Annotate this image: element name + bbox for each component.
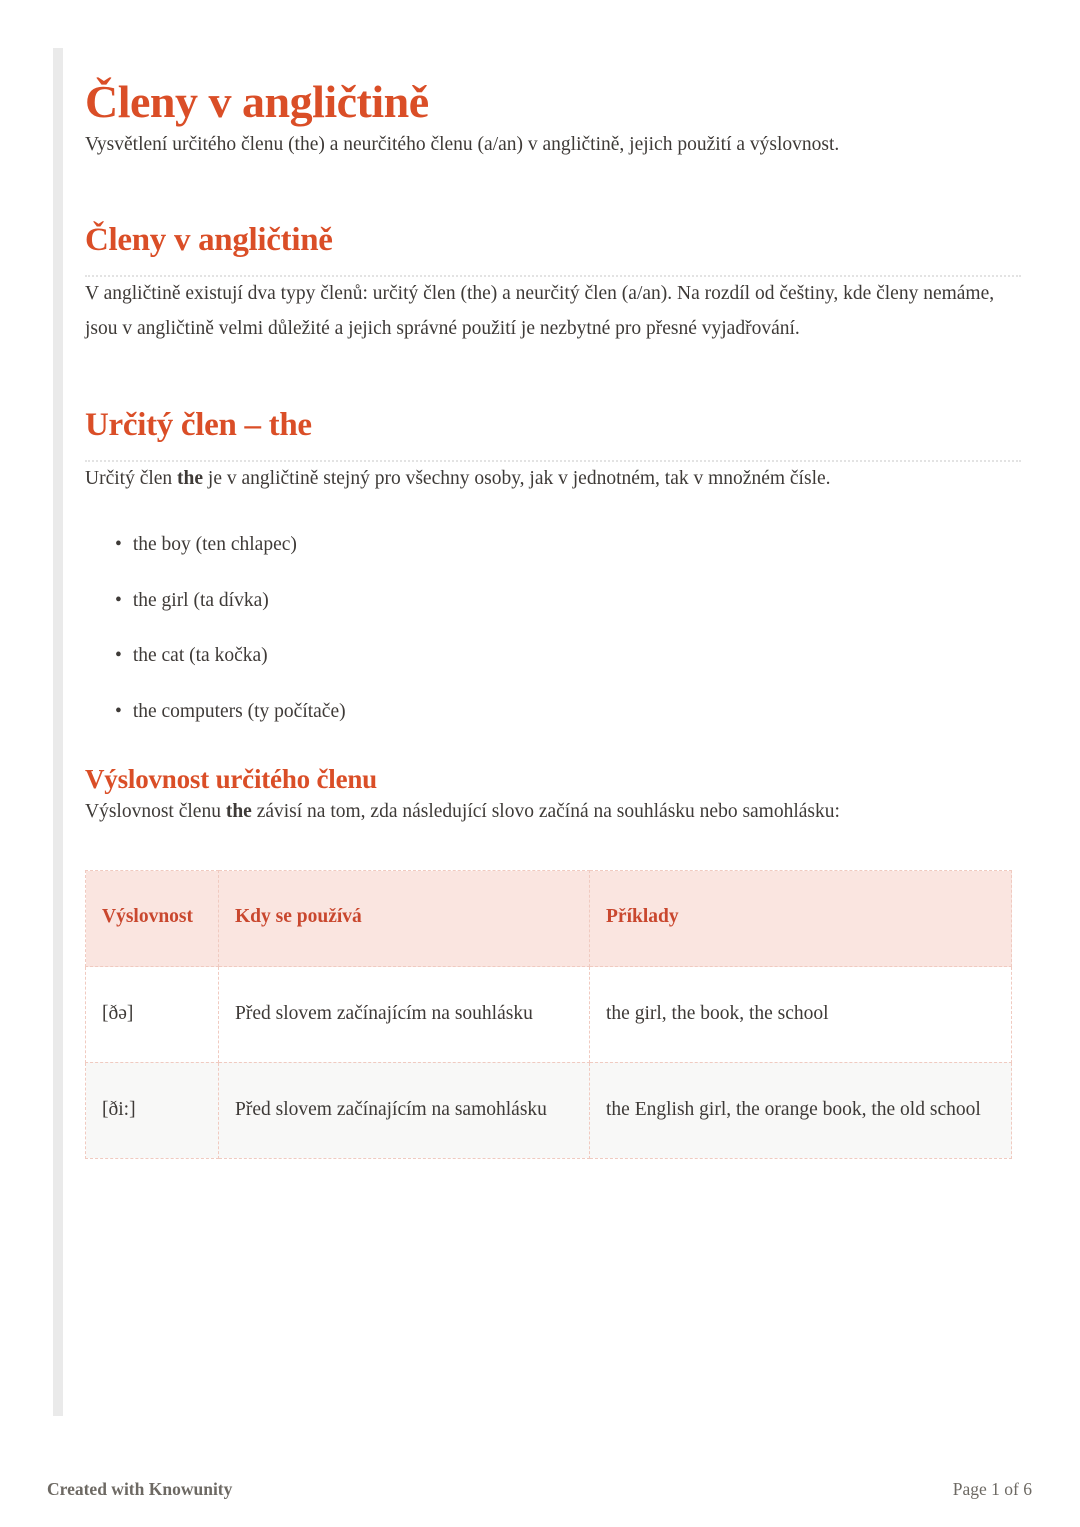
pronunciation-body-bold-the: the (225, 801, 252, 823)
table-header-cell: Výslovnost (86, 871, 219, 967)
table-cell: Před slovem začínajícím na samohlásku (219, 1062, 590, 1158)
pronunciation-body-suffix: závisí na tom, zda následující slovo začíná na souhlásku nebo samohlásku: (251, 801, 840, 823)
examples-bullet-list (85, 528, 1021, 728)
section-definite-body (85, 462, 1021, 497)
list-item: • the computers (ty počítače) (115, 695, 1021, 729)
list-item: • the boy (ten chlapec) (115, 528, 1021, 562)
list-item: • the cat (ta kočka) (115, 639, 1021, 673)
page-title: Členy v angličtině (85, 76, 429, 127)
intro-paragraph: Vysvětlení určitého členu (the) a neurčitého členu (a/an) v angličtině, jejich použití a výslovnost. (85, 133, 840, 155)
table-header-cell: Kdy se používá (219, 871, 590, 967)
left-edge-bar (53, 48, 63, 1416)
table-cell: the girl, the book, the school (590, 967, 1012, 1063)
page-footer (47, 1479, 1032, 1500)
table-row (86, 967, 1012, 1063)
pronunciation-body-prefix: Výslovnost členu (85, 801, 226, 823)
definite-body-suffix: je v angličtině stejný pro všechny osoby, jak v jednotném, tak v množném čísle. (203, 467, 831, 489)
list-item: • the girl (ta dívka) (115, 584, 1021, 618)
table-cell: [ðə] (86, 967, 219, 1063)
table-header-row (86, 871, 1012, 967)
document-page (85, 0, 1021, 1159)
table-cell: Před slovem začínajícím na souhlásku (219, 967, 590, 1063)
table-row (86, 1062, 1012, 1158)
section-heading-articles: Členy v angličtině (85, 222, 1021, 277)
table-cell: the English girl, the orange book, the old school (590, 1062, 1012, 1158)
table-cell: [ði:] (86, 1062, 219, 1158)
section-articles-body: V angličtině existují dva typy členů: určitý člen (the) a neurčitý člen (a/an). Na rozdíl od češtiny, kde členy nemáme, jsou v angličtině velmi důležité a jejich správné použití je nezbytné pro přesné vyjadřování. (85, 283, 995, 339)
footer-credit: Created with Knowunity (47, 1479, 233, 1499)
subsection-heading-pronunciation: Výslovnost určitého členu (85, 764, 378, 795)
footer-page-number: Page 1 of 6 (952, 1479, 1032, 1499)
pronunciation-body (85, 795, 975, 830)
section-heading-definite-article: Určitý člen – the (85, 407, 1021, 462)
table-header-cell: Příklady (590, 871, 1012, 967)
pronunciation-table (85, 870, 1012, 1159)
definite-body-bold-the: the (177, 467, 204, 489)
definite-body-prefix: Určitý člen (85, 467, 178, 489)
